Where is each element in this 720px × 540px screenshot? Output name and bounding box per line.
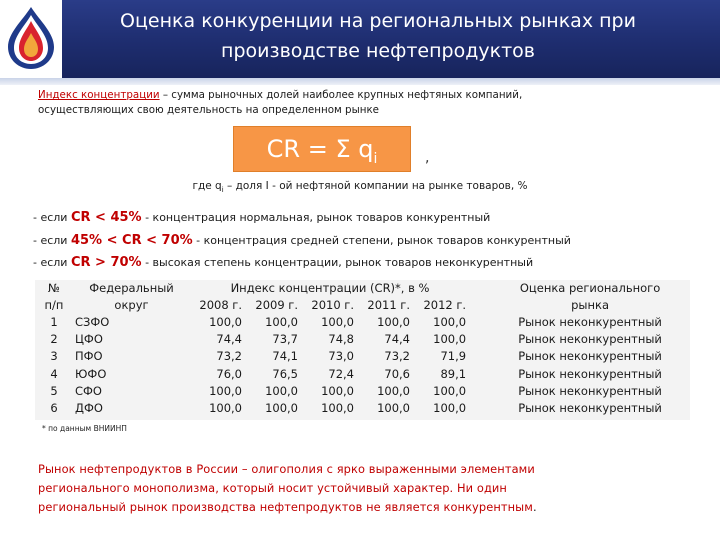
conclusion-line-2: регионального монополизма, который носит устойчивый характер. Ни один (38, 481, 507, 495)
header-num: № (48, 281, 60, 295)
row-value: 76,5 (272, 366, 298, 381)
row-assessment: Рынок неконкурентный (518, 401, 662, 416)
page-title-line-2: производстве нефтепродуктов (221, 40, 535, 62)
row-value: 76,0 (216, 366, 242, 381)
row-value: 100,0 (377, 383, 410, 398)
row-assessment: Рынок неконкурентный (518, 366, 662, 381)
page-title (78, 6, 678, 66)
flame-drop-logo-icon (6, 5, 56, 71)
condition-medium (33, 233, 571, 248)
conclusion-line-3-wrap (38, 498, 688, 517)
definition-text (38, 88, 678, 118)
row-value: 100,0 (265, 383, 298, 398)
condition-prefix: - если (33, 211, 71, 224)
conclusion-text (38, 460, 688, 517)
header-assessment-2: рынка (571, 298, 610, 312)
conclusion-line-3: региональный рынок производства нефтепродуктов не является конкурентным (38, 500, 533, 514)
table-header-row-1 (35, 280, 690, 297)
row-num: 2 (50, 332, 58, 347)
header-index-title: Индекс концентрации (CR)*, в % (230, 281, 430, 295)
condition-value: CR > 70% (70, 255, 142, 270)
condition-normal (33, 210, 490, 225)
condition-text: - высокая степень концентрации, рынок товаров неконкурентный (141, 256, 534, 269)
row-okrug: ЮФО (75, 366, 107, 381)
condition-prefix: - если (33, 256, 71, 269)
conclusion-line-1: Рынок нефтепродуктов в России – олигополия с ярко выраженными элементами (38, 462, 535, 476)
concentration-table (35, 280, 690, 420)
row-value: 100,0 (321, 401, 354, 416)
row-num: 1 (50, 315, 58, 330)
definition-line-2: осуществляющих свою деятельность на определенном рынке (38, 104, 379, 116)
row-num: 5 (50, 383, 58, 398)
condition-text: - концентрация средней степени, рынок товаров конкурентный (192, 234, 571, 247)
row-value: 73,2 (384, 349, 410, 364)
row-value: 73,7 (272, 332, 298, 347)
row-okrug: СФО (75, 383, 102, 398)
table-row (35, 383, 690, 400)
row-assessment: Рынок неконкурентный (518, 315, 662, 330)
condition-prefix: - если (33, 234, 71, 247)
row-value: 89,1 (440, 366, 467, 381)
row-value: 100,0 (209, 383, 242, 398)
definition-line-1 (38, 88, 678, 103)
row-value: 74,8 (328, 332, 354, 347)
header-num-2: п/п (44, 298, 64, 312)
formula-lhs: CR = Σ q (266, 135, 374, 163)
row-value: 100,0 (433, 383, 467, 398)
logo (0, 0, 62, 78)
formula-explanation (0, 180, 720, 194)
row-okrug: ЦФО (75, 332, 103, 347)
table-row (35, 400, 690, 417)
header-year: 2008 г. (199, 298, 242, 312)
row-value: 100,0 (209, 315, 242, 330)
header-divider (0, 78, 720, 85)
row-value: 74,1 (272, 349, 298, 364)
row-assessment: Рынок неконкурентный (518, 383, 662, 398)
where-suffix: – доля I - ой нефтяной компании на рынке товаров, % (223, 180, 528, 192)
formula-comma: , (425, 150, 430, 166)
table-row (35, 314, 690, 331)
row-value: 74,4 (384, 332, 410, 347)
row-value: 73,2 (216, 349, 242, 364)
conclusion-end: . (532, 500, 537, 514)
formula-subscript: i (373, 150, 378, 167)
header-year: 2011 г. (367, 298, 410, 312)
row-okrug: ДФО (75, 401, 103, 416)
row-value: 100,0 (433, 315, 467, 330)
row-okrug: СЗФО (75, 315, 110, 330)
row-value: 100,0 (377, 315, 410, 330)
concentration-table-grid (35, 280, 690, 417)
row-value: 100,0 (321, 383, 354, 398)
definition-line-1-rest: – сумма рыночных долей наиболее крупных нефтяных компаний, (159, 89, 523, 101)
header-year: 2010 г. (311, 298, 354, 312)
row-value: 100,0 (321, 315, 354, 330)
row-value: 100,0 (377, 401, 410, 416)
row-assessment: Рынок неконкурентный (518, 332, 662, 347)
row-value: 100,0 (209, 401, 242, 416)
header-okrug: Федеральный (89, 281, 174, 295)
header-assessment: Оценка регионального (519, 281, 661, 295)
row-value: 72,4 (328, 366, 354, 381)
row-value: 100,0 (265, 401, 298, 416)
definition-term: Индекс концентрации (38, 89, 160, 101)
table-row (35, 331, 690, 348)
row-assessment: Рынок неконкурентный (518, 349, 662, 364)
table-footnote: * по данным ВНИИНП (42, 424, 127, 433)
row-value: 100,0 (433, 332, 467, 347)
row-num: 6 (50, 401, 58, 416)
where-subscript: i (221, 186, 224, 195)
row-okrug: ПФО (75, 349, 103, 364)
page-title-line-1: Оценка конкуренции на региональных рынках при (120, 10, 636, 32)
formula-box (233, 126, 411, 172)
row-num: 3 (50, 349, 58, 364)
header-year: 2009 г. (255, 298, 298, 312)
condition-value: CR < 45% (70, 210, 142, 225)
row-value: 70,6 (384, 366, 410, 381)
header-okrug-2: округ (114, 298, 149, 312)
table-row (35, 366, 690, 383)
row-value: 100,0 (265, 315, 298, 330)
row-value: 73,0 (328, 349, 354, 364)
table-header-row-2 (35, 297, 690, 314)
condition-text: - концентрация нормальная, рынок товаров конкурентный (141, 211, 491, 224)
header-year: 2012 г. (423, 298, 467, 312)
table-row (35, 348, 690, 365)
where-prefix: где q (192, 180, 222, 192)
row-num: 4 (50, 366, 58, 381)
condition-value: 45% < CR < 70% (70, 233, 193, 248)
row-value: 71,9 (440, 349, 467, 364)
condition-high (33, 255, 533, 270)
row-value: 74,4 (216, 332, 242, 347)
row-value: 100,0 (433, 401, 467, 416)
slide-header (0, 0, 720, 78)
